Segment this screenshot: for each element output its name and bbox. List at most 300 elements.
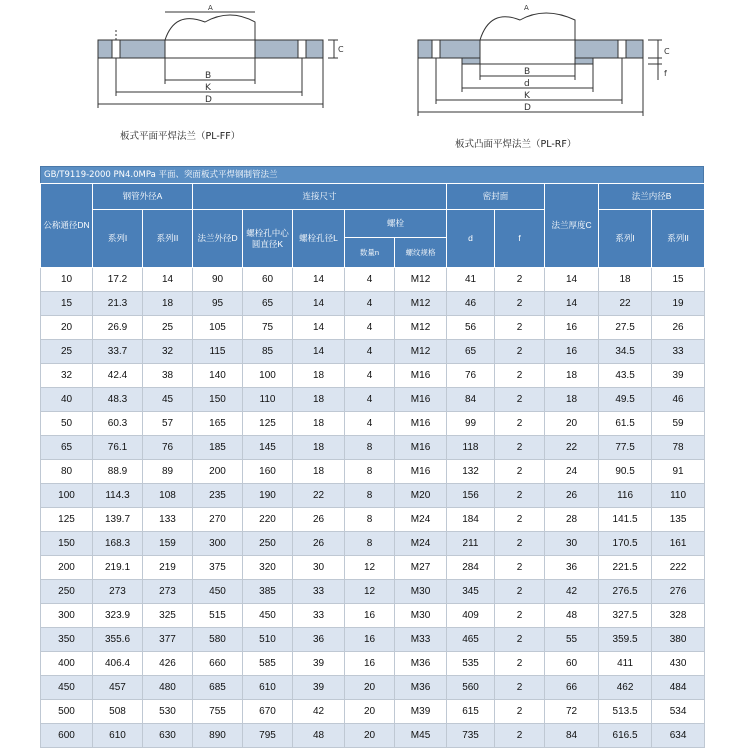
table-row <box>41 316 705 340</box>
table-cell: 19 <box>652 292 705 316</box>
table-row <box>41 412 705 436</box>
header-bore: 法兰内径B <box>599 184 705 210</box>
table-cell: 27.5 <box>599 316 652 340</box>
table-cell: 190 <box>243 484 293 508</box>
table-cell: 377 <box>143 628 193 652</box>
table-cell: 585 <box>243 652 293 676</box>
dim-label-small-d: d <box>524 79 530 89</box>
table-cell: 26 <box>545 484 599 508</box>
table-cell: 159 <box>143 532 193 556</box>
table-cell: M12 <box>395 268 447 292</box>
table-cell: 22 <box>293 484 345 508</box>
table-cell: 145 <box>243 436 293 460</box>
table-cell: 890 <box>193 724 243 748</box>
table-cell: 735 <box>447 724 495 748</box>
table-cell: M30 <box>395 580 447 604</box>
table-cell: M12 <box>395 316 447 340</box>
table-cell: 8 <box>345 460 395 484</box>
table-cell: 16 <box>345 604 395 628</box>
header-bore-s1: 系列I <box>599 210 652 268</box>
table-cell: 580 <box>193 628 243 652</box>
table-cell: 36 <box>545 556 599 580</box>
table-cell: 4 <box>345 388 395 412</box>
table-cell: 125 <box>243 412 293 436</box>
table-cell: 43.5 <box>599 364 652 388</box>
table-cell: 484 <box>652 676 705 700</box>
dim-label-c: C <box>664 47 670 56</box>
table-cell: 90 <box>193 268 243 292</box>
table-cell: 40 <box>41 388 93 412</box>
table-cell: 634 <box>652 724 705 748</box>
table-cell: 60 <box>243 268 293 292</box>
table-cell: 78 <box>652 436 705 460</box>
table-cell: 12 <box>345 580 395 604</box>
table-cell: 795 <box>243 724 293 748</box>
table-row <box>41 340 705 364</box>
table-cell: M27 <box>395 556 447 580</box>
table-cell: M24 <box>395 508 447 532</box>
table-cell: 616.5 <box>599 724 652 748</box>
table-cell: 515 <box>193 604 243 628</box>
table-cell: 221.5 <box>599 556 652 580</box>
table-cell: 20 <box>345 724 395 748</box>
table-cell: 4 <box>345 316 395 340</box>
table-cell: 426 <box>143 652 193 676</box>
table-cell: 2 <box>495 556 545 580</box>
table-cell: 80 <box>41 460 93 484</box>
table-cell: 32 <box>41 364 93 388</box>
table-cell: 170.5 <box>599 532 652 556</box>
header-bolt: 螺栓 <box>345 210 447 238</box>
dim-label-b: B <box>205 71 212 81</box>
table-cell: 16 <box>345 628 395 652</box>
table-cell: 41 <box>447 268 495 292</box>
table-cell: 270 <box>193 508 243 532</box>
table-cell: 4 <box>345 292 395 316</box>
table-cell: 33 <box>293 604 345 628</box>
flange-diagram-rf <box>400 0 700 160</box>
dim-label-k: K <box>205 83 211 93</box>
table-cell: 135 <box>652 508 705 532</box>
table-cell: 327.5 <box>599 604 652 628</box>
table-cell: 2 <box>495 340 545 364</box>
table-cell: 56 <box>447 316 495 340</box>
table-cell: 513.5 <box>599 700 652 724</box>
table-cell: 510 <box>243 628 293 652</box>
table-cell: M36 <box>395 676 447 700</box>
table-row <box>41 580 705 604</box>
table-cell: 15 <box>41 292 93 316</box>
table-cell: 355.6 <box>93 628 143 652</box>
table-cell: 25 <box>143 316 193 340</box>
dim-label-a: A <box>208 4 213 12</box>
table-cell: 26 <box>652 316 705 340</box>
table-cell: 250 <box>243 532 293 556</box>
flange-spec-table <box>40 183 705 748</box>
table-row <box>41 364 705 388</box>
table-cell: 36 <box>293 628 345 652</box>
table-cell: 2 <box>495 388 545 412</box>
table-cell: 16 <box>345 652 395 676</box>
header-bore-s2: 系列II <box>652 210 705 268</box>
table-cell: 385 <box>243 580 293 604</box>
table-cell: 108 <box>143 484 193 508</box>
table-cell: 185 <box>193 436 243 460</box>
table-cell: M16 <box>395 412 447 436</box>
table-cell: 325 <box>143 604 193 628</box>
table-cell: 85 <box>243 340 293 364</box>
table-cell: 65 <box>41 436 93 460</box>
table-cell: 14 <box>293 340 345 364</box>
table-cell: 457 <box>93 676 143 700</box>
table-title: GB/T9119-2000 PN4.0MPa 平面、突面板式平焊钢制管法兰 <box>40 166 704 183</box>
table-cell: 685 <box>193 676 243 700</box>
table-cell: 50 <box>41 412 93 436</box>
table-cell: 273 <box>93 580 143 604</box>
table-cell: 91 <box>652 460 705 484</box>
table-cell: 21.3 <box>93 292 143 316</box>
table-cell: 57 <box>143 412 193 436</box>
table-cell: 30 <box>545 532 599 556</box>
table-cell: 465 <box>447 628 495 652</box>
table-cell: 530 <box>143 700 193 724</box>
table-cell: 300 <box>193 532 243 556</box>
table-cell: 2 <box>495 724 545 748</box>
table-cell: 14 <box>293 292 345 316</box>
table-cell: 26.9 <box>93 316 143 340</box>
table-cell: 46 <box>652 388 705 412</box>
table-cell: 8 <box>345 508 395 532</box>
table-cell: 4 <box>345 364 395 388</box>
table-cell: 30 <box>293 556 345 580</box>
table-cell: 14 <box>143 268 193 292</box>
table-cell: 2 <box>495 532 545 556</box>
table-cell: 2 <box>495 700 545 724</box>
table-cell: 20 <box>41 316 93 340</box>
table-cell: 2 <box>495 268 545 292</box>
table-row <box>41 388 705 412</box>
table-cell: 184 <box>447 508 495 532</box>
flange-table <box>40 166 704 748</box>
header-f: f <box>495 210 545 268</box>
dim-label-f: f <box>664 69 667 78</box>
dim-label-d: D <box>205 95 212 105</box>
table-cell: 222 <box>652 556 705 580</box>
table-cell: 100 <box>41 484 93 508</box>
table-cell: 156 <box>447 484 495 508</box>
table-cell: 20 <box>545 412 599 436</box>
header-conn: 连接尺寸 <box>193 184 447 210</box>
table-cell: 610 <box>243 676 293 700</box>
table-cell: 18 <box>599 268 652 292</box>
table-cell: 250 <box>41 580 93 604</box>
table-cell: 219 <box>143 556 193 580</box>
table-cell: 165 <box>193 412 243 436</box>
header-thickness: 法兰厚度C <box>545 184 599 268</box>
table-cell: 430 <box>652 652 705 676</box>
table-cell: 150 <box>193 388 243 412</box>
table-row <box>41 508 705 532</box>
table-cell: 133 <box>143 508 193 532</box>
header-series2: 系列II <box>143 210 193 268</box>
table-cell: 411 <box>599 652 652 676</box>
table-cell: 2 <box>495 628 545 652</box>
table-row <box>41 292 705 316</box>
table-row <box>41 556 705 580</box>
table-cell: 55 <box>545 628 599 652</box>
table-cell: 32 <box>143 340 193 364</box>
table-cell: 49.5 <box>599 388 652 412</box>
table-cell: 88.9 <box>93 460 143 484</box>
table-cell: 219.1 <box>93 556 143 580</box>
header-bolt-hole: 螺栓孔径L <box>293 210 345 268</box>
table-cell: 300 <box>41 604 93 628</box>
table-cell: 18 <box>293 460 345 484</box>
table-cell: 115 <box>193 340 243 364</box>
table-cell: 2 <box>495 508 545 532</box>
table-cell: 59 <box>652 412 705 436</box>
table-cell: 25 <box>41 340 93 364</box>
table-cell: 46 <box>447 292 495 316</box>
table-cell: 42 <box>545 580 599 604</box>
table-cell: 380 <box>652 628 705 652</box>
table-cell: 39 <box>293 652 345 676</box>
table-cell: 14 <box>293 268 345 292</box>
table-cell: 2 <box>495 580 545 604</box>
table-cell: M20 <box>395 484 447 508</box>
table-cell: 235 <box>193 484 243 508</box>
table-cell: M24 <box>395 532 447 556</box>
table-cell: 15 <box>652 268 705 292</box>
table-cell: 450 <box>193 580 243 604</box>
table-cell: 4 <box>345 268 395 292</box>
table-cell: 18 <box>293 388 345 412</box>
table-cell: 14 <box>545 292 599 316</box>
dim-label-b: B <box>524 67 531 77</box>
table-cell: 72 <box>545 700 599 724</box>
table-cell: 4 <box>345 412 395 436</box>
table-cell: 630 <box>143 724 193 748</box>
table-cell: 150 <box>41 532 93 556</box>
dim-label-d: D <box>524 103 531 113</box>
table-cell: 276 <box>652 580 705 604</box>
table-cell: M12 <box>395 340 447 364</box>
table-cell: 660 <box>193 652 243 676</box>
table-cell: 48.3 <box>93 388 143 412</box>
table-cell: M30 <box>395 604 447 628</box>
table-cell: 60.3 <box>93 412 143 436</box>
table-row <box>41 700 705 724</box>
table-cell: 200 <box>41 556 93 580</box>
table-cell: 33.7 <box>93 340 143 364</box>
table-cell: M12 <box>395 292 447 316</box>
table-cell: 45 <box>143 388 193 412</box>
table-cell: 61.5 <box>599 412 652 436</box>
table-cell: M33 <box>395 628 447 652</box>
table-cell: M39 <box>395 700 447 724</box>
table-cell: 2 <box>495 412 545 436</box>
table-cell: 26 <box>293 532 345 556</box>
table-cell: 2 <box>495 316 545 340</box>
table-cell: 200 <box>193 460 243 484</box>
diagram-caption-ff: 板式平面平焊法兰（PL-FF） <box>120 131 241 142</box>
table-cell: 38 <box>143 364 193 388</box>
table-row <box>41 532 705 556</box>
table-cell: 65 <box>243 292 293 316</box>
table-cell: 76.1 <box>93 436 143 460</box>
table-cell: 20 <box>345 676 395 700</box>
table-row <box>41 268 705 292</box>
table-cell: 359.5 <box>599 628 652 652</box>
table-cell: M36 <box>395 652 447 676</box>
table-cell: 116 <box>599 484 652 508</box>
table-cell: 320 <box>243 556 293 580</box>
table-cell: 610 <box>93 724 143 748</box>
table-cell: 409 <box>447 604 495 628</box>
table-cell: 114.3 <box>93 484 143 508</box>
table-cell: 100 <box>243 364 293 388</box>
table-cell: 132 <box>447 460 495 484</box>
table-cell: M16 <box>395 460 447 484</box>
table-row <box>41 604 705 628</box>
table-cell: 39 <box>293 676 345 700</box>
table-cell: 12 <box>345 556 395 580</box>
table-cell: 18 <box>293 412 345 436</box>
header-count: 数量n <box>345 238 395 268</box>
table-cell: 400 <box>41 652 93 676</box>
table-cell: 508 <box>93 700 143 724</box>
table-cell: 350 <box>41 628 93 652</box>
table-cell: 16 <box>545 316 599 340</box>
dim-label-a: A <box>524 4 529 12</box>
table-cell: 22 <box>599 292 652 316</box>
table-row <box>41 436 705 460</box>
table-cell: 125 <box>41 508 93 532</box>
table-cell: 141.5 <box>599 508 652 532</box>
table-cell: 276.5 <box>599 580 652 604</box>
table-cell: 48 <box>545 604 599 628</box>
table-cell: 2 <box>495 676 545 700</box>
table-cell: 118 <box>447 436 495 460</box>
table-cell: 480 <box>143 676 193 700</box>
table-body <box>41 268 705 748</box>
table-cell: 75 <box>243 316 293 340</box>
table-cell: 39 <box>652 364 705 388</box>
diagram-caption-rf: 板式凸面平焊法兰（PL-RF） <box>455 139 577 150</box>
table-cell: 600 <box>41 724 93 748</box>
table-cell: 168.3 <box>93 532 143 556</box>
header-series1: 系列I <box>93 210 143 268</box>
table-cell: 140 <box>193 364 243 388</box>
table-cell: M45 <box>395 724 447 748</box>
table-cell: 534 <box>652 700 705 724</box>
table-cell: 345 <box>447 580 495 604</box>
table-cell: 17.2 <box>93 268 143 292</box>
table-cell: M16 <box>395 436 447 460</box>
table-cell: 2 <box>495 436 545 460</box>
table-row <box>41 484 705 508</box>
table-cell: 24 <box>545 460 599 484</box>
table-cell: 60 <box>545 652 599 676</box>
table-cell: 18 <box>143 292 193 316</box>
table-cell: 33 <box>293 580 345 604</box>
table-cell: 14 <box>545 268 599 292</box>
table-cell: 535 <box>447 652 495 676</box>
table-cell: 18 <box>293 436 345 460</box>
table-cell: 211 <box>447 532 495 556</box>
table-cell: 18 <box>545 388 599 412</box>
table-cell: 95 <box>193 292 243 316</box>
table-cell: 14 <box>293 316 345 340</box>
table-cell: 34.5 <box>599 340 652 364</box>
header-d: d <box>447 210 495 268</box>
table-cell: 328 <box>652 604 705 628</box>
table-cell: 2 <box>495 460 545 484</box>
table-cell: 2 <box>495 292 545 316</box>
table-cell: 28 <box>545 508 599 532</box>
table-row <box>41 628 705 652</box>
dim-label-k: K <box>524 91 530 101</box>
table-cell: 110 <box>243 388 293 412</box>
table-cell: 76 <box>447 364 495 388</box>
header-thread: 螺纹规格 <box>395 238 447 268</box>
header-flange-od: 法兰外径D <box>193 210 243 268</box>
table-cell: 323.9 <box>93 604 143 628</box>
table-row <box>41 676 705 700</box>
table-cell: 84 <box>447 388 495 412</box>
table-cell: 10 <box>41 268 93 292</box>
header-seal: 密封面 <box>447 184 545 210</box>
table-row <box>41 724 705 748</box>
table-cell: 89 <box>143 460 193 484</box>
table-cell: 2 <box>495 652 545 676</box>
table-cell: 160 <box>243 460 293 484</box>
table-cell: 77.5 <box>599 436 652 460</box>
table-cell: 33 <box>652 340 705 364</box>
table-cell: 462 <box>599 676 652 700</box>
table-cell: 284 <box>447 556 495 580</box>
table-cell: 4 <box>345 340 395 364</box>
table-cell: 2 <box>495 604 545 628</box>
table-cell: 8 <box>345 484 395 508</box>
header-bolt-circle: 螺栓孔中心圆直径K <box>243 210 293 268</box>
table-cell: 26 <box>293 508 345 532</box>
header-dn: 公称通径DN <box>41 184 93 268</box>
table-cell: 2 <box>495 364 545 388</box>
table-cell: 615 <box>447 700 495 724</box>
table-cell: 20 <box>345 700 395 724</box>
table-row <box>41 652 705 676</box>
table-cell: 450 <box>243 604 293 628</box>
table-cell: 8 <box>345 532 395 556</box>
table-cell: 48 <box>293 724 345 748</box>
table-cell: 66 <box>545 676 599 700</box>
dim-label-c: C <box>338 45 344 54</box>
table-cell: 2 <box>495 484 545 508</box>
table-cell: 110 <box>652 484 705 508</box>
table-cell: 42 <box>293 700 345 724</box>
table-cell: 755 <box>193 700 243 724</box>
table-cell: 670 <box>243 700 293 724</box>
table-cell: 220 <box>243 508 293 532</box>
table-cell: 90.5 <box>599 460 652 484</box>
table-cell: 8 <box>345 436 395 460</box>
table-cell: 105 <box>193 316 243 340</box>
table-cell: 560 <box>447 676 495 700</box>
table-cell: 18 <box>545 364 599 388</box>
table-cell: 22 <box>545 436 599 460</box>
table-cell: 406.4 <box>93 652 143 676</box>
